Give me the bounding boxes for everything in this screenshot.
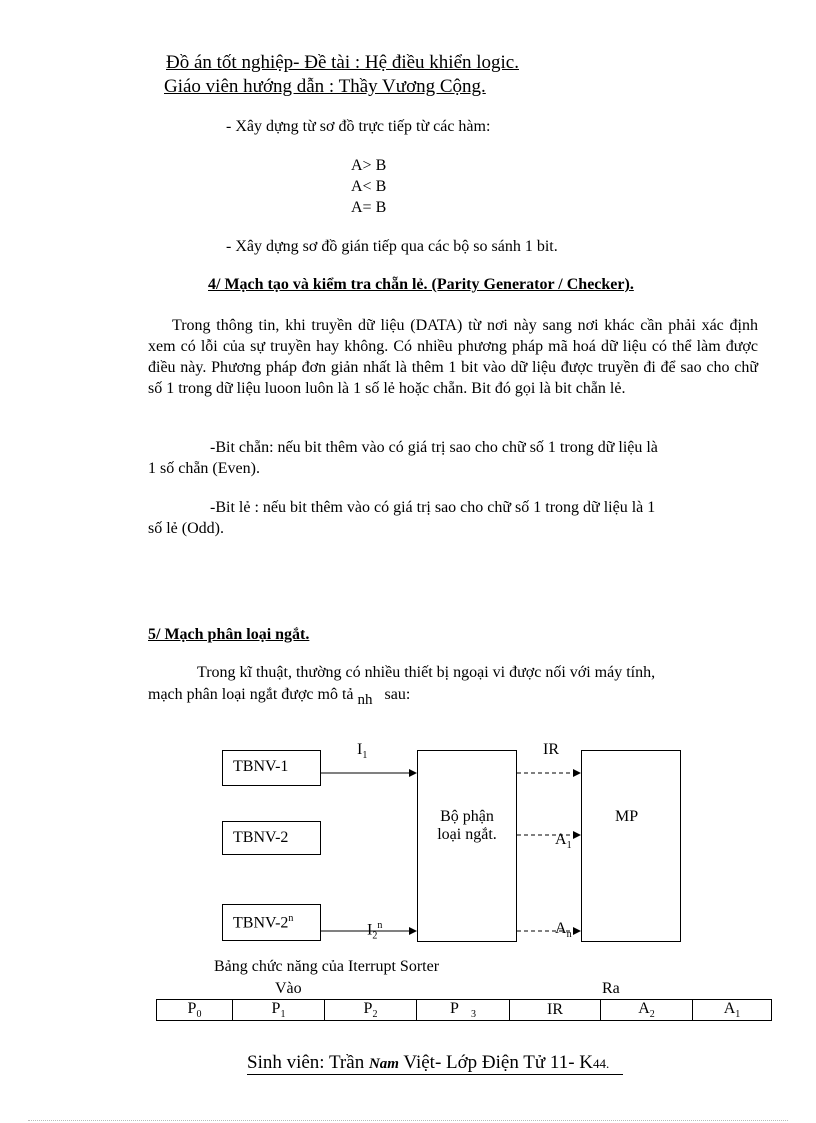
a1-base: A	[555, 831, 567, 848]
table-cell-p1	[233, 1000, 325, 1021]
table-cell-a1	[693, 1000, 772, 1021]
i2n-sup: n	[377, 920, 383, 931]
an-sub: n	[566, 929, 572, 941]
cell-p1-sub: 1	[280, 1009, 286, 1021]
cell-p3-sub: 3	[470, 1009, 476, 1021]
cell-ir-base: IR	[547, 1001, 563, 1019]
odd-bit-line-2: số lẻ (Odd).	[148, 520, 224, 537]
table-row	[157, 1000, 772, 1021]
table-cell-p3	[417, 1000, 510, 1021]
table-cell-a2	[601, 1000, 693, 1021]
mp-label: MP	[615, 808, 639, 825]
cell-a2-base: A	[638, 1000, 650, 1017]
section-5-line-1: Trong kĩ thuật, thường có nhiều thiết bị ngoại vi được nối với máy tính,	[197, 664, 656, 681]
section-5-line-2-a: mạch phân loại ngắt được mô tả	[148, 686, 354, 703]
cell-a1-base: A	[723, 1000, 736, 1017]
bullet-indirect: - Xây dựng sơ đồ gián tiếp qua các bộ so sánh 1 bit.	[226, 238, 558, 255]
interrupt-sorter-label-1: Bộ phận	[440, 808, 494, 825]
table-out-label: Ra	[602, 980, 620, 997]
i1-label	[357, 741, 367, 761]
cell-p3-base: P	[450, 1000, 459, 1017]
section-5-heading: 5/ Mạch phân loại ngắt.	[148, 626, 310, 643]
table-caption: Bảng chức năng của Iterrupt Sorter	[214, 958, 440, 975]
i1-base: I	[357, 741, 363, 758]
page-bottom-rule	[28, 1120, 788, 1121]
bullet-direct: - Xây dựng từ sơ đồ trực tiếp từ các hàm:	[226, 118, 491, 135]
footer-part-d: 44.	[593, 1056, 610, 1071]
even-bit-line-2: 1 số chẵn (Even).	[148, 460, 260, 477]
table-cell-ir	[510, 1000, 601, 1021]
interrupt-sorter-label-2: loại ngắt.	[437, 826, 497, 843]
section-4-paragraph: Trong thông tin, khi truyền dữ liệu (DATA) từ nơi này sang nơi khác cần phải xác định xem có lỗi của sự truyền hay không. Có nhiều phương pháp mã hoá dữ liệu có thể làm được điều này. Phương pháp đơn giản nhất là thêm 1 bit vào dữ liệu được truyền đi để sao cho chữ số 1 trong dữ liệu luoon luôn là 1 số lẻ hoặc chẵn. Bit đó gọi là bit chẵn lẻ.	[148, 317, 758, 397]
a1-label	[555, 831, 572, 851]
cell-p0-base: P	[187, 1000, 197, 1017]
cell-p0-sub: 0	[196, 1009, 202, 1021]
i2n-label	[367, 920, 382, 942]
footer-part-c: Việt- Lớp Điện Tử 11- K	[403, 1052, 594, 1073]
function-table	[156, 999, 772, 1021]
cell-a2-sub: 2	[649, 1009, 655, 1021]
tbnv-2n-sup: n	[288, 913, 294, 924]
header-line-2: Giáo viên hướng dẫn : Thầy Vương Cộng.	[164, 76, 486, 97]
footer-student	[247, 1052, 623, 1075]
tbnv-2n-base: TBNV-2	[233, 914, 289, 932]
footer-part-a: Sinh viên: Trần	[247, 1052, 365, 1073]
cell-p2-sub: 2	[372, 1009, 378, 1021]
section-5-line-2-sub: nh	[357, 692, 373, 708]
section-4-heading: 4/ Mạch tạo và kiểm tra chẵn lẻ. (Parity Generator / Checker).	[208, 276, 634, 293]
table-cell-p0	[157, 1000, 233, 1021]
tbnv-2-label: TBNV-2	[233, 829, 289, 846]
even-bit-line-1: -Bit chẵn: nếu bit thêm vào có giá trị sao cho chữ số 1 trong dữ liệu là	[210, 439, 658, 456]
cell-p1-base: P	[271, 1000, 281, 1017]
i2n-base: I	[367, 921, 373, 939]
a1-sub: 1	[566, 840, 572, 852]
compare-less: A< B	[351, 178, 387, 195]
table-in-label: Vào	[275, 980, 302, 997]
table-cell-p2	[325, 1000, 417, 1021]
header-line-1: Đồ án tốt nghiệp- Đề tài : Hệ điều khiển logic.	[166, 52, 519, 73]
compare-greater: A> B	[351, 157, 387, 174]
an-label	[555, 920, 572, 940]
i2n-sub: 2	[372, 930, 378, 942]
cell-a1-sub: 1	[735, 1009, 741, 1021]
odd-bit-line-1: -Bit lẻ : nếu bit thêm vào có giá trị sao cho chữ số 1 trong dữ liệu là 1	[210, 499, 656, 516]
ir-label: IR	[543, 741, 559, 758]
an-base: A	[555, 920, 567, 937]
section-5-line-2-b: sau:	[384, 686, 411, 703]
cell-p2-base: P	[363, 1000, 373, 1017]
compare-equal: A= B	[351, 199, 387, 216]
i1-sub: 1	[362, 750, 368, 762]
tbnv-1-label: TBNV-1	[233, 758, 289, 775]
footer-part-b: Nam	[368, 1056, 399, 1072]
